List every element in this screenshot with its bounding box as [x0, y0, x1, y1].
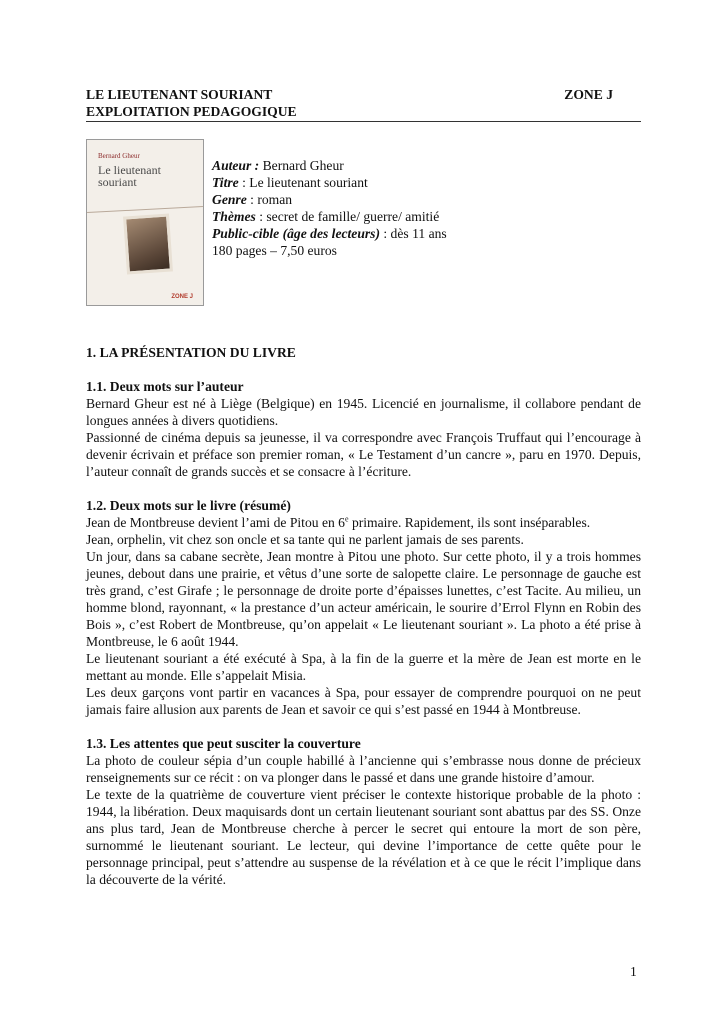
info-author: Auteur : Bernard Gheur — [212, 158, 344, 173]
cover-sepia-photo — [123, 213, 173, 274]
info-genre: Genre : roman — [212, 192, 293, 207]
section-1-1-paragraph: Bernard Gheur est né à Liège (Belgique) en 1945. Licencié en journalisme, il collabore pendant de longues années à divers quotidiens. — [86, 396, 641, 428]
header-collection: ZONE J — [564, 87, 613, 102]
section-1-3-paragraph: Le texte de la quatrième de couverture vient préciser le contexte historique probable de la photo : 1944, la libération. Deux maquisards dont un certain lieutenant souriant sont abattus par des SS. Onze ans plus tard, Jean de Montbreuse cherche à percer le secret qui entoure la mort de son père, surnommé le lieutenant souriant. Le lecteur, qui devine l’importance de cette quête pour le personnage principal, peut s’attendre au suspense de la révélation et à ce que le récit l’implique dans la découverte de la vérité. — [86, 787, 641, 887]
cover-title-line1: Le lieutenant — [98, 163, 161, 177]
header — [86, 86, 641, 103]
section-1-1-paragraph: Passionné de cinéma depuis sa jeunesse, il va correspondre avec François Truffaut qui l’encourage à devenir écrivain et préface son premier roman, « Le Testament d’un cancre », paru en 1970. Depuis, l’auteur connaît de grands succès et se consacre à l’écriture. — [86, 430, 641, 479]
section-1-2-paragraph: Un jour, dans sa cabane secrète, Jean montre à Pitou une photo. Sur cette photo, il y a trois hommes jeunes, debout dans une prairie, et vêtus d’une sorte de salopette claire. Le personnage de gauche est très grand, c’est Girafe ; le personnage de droite porte d’épaisses lunettes, c’est Tacite. Au milieu, un homme blond, rayonnant, « la prestance d’un acteur américain, le sourire d’Errol Flynn en Robin des Bois », c’est Robert de Montbreuse, qu’on appelait « Le lieutenant souriant ». La photo a été prise à Montbreuse, le 6 août 1944. — [86, 549, 641, 649]
cover-title-line2: souriant — [98, 175, 137, 189]
info-themes: Thèmes : secret de famille/ guerre/ amitié — [212, 209, 440, 224]
section-1-2-paragraph: Les deux garçons vont partir en vacances à Spa, pour essayer de comprendre pourquoi on ne peut jamais faire allusion aux parents de Jean et savoir ce qui s’est passé en 1944 à Montbreuse. — [86, 685, 641, 717]
section-1-1-title: 1.1. Deux mots sur l’auteur — [86, 379, 244, 394]
cover-title — [98, 164, 161, 188]
section-1-3-title: 1.3. Les attentes que peut susciter la couverture — [86, 736, 361, 751]
page-number: 1 — [630, 964, 637, 979]
section-1-3-paragraph: La photo de couleur sépia d’un couple habillé à l’ancienne qui s’embrasse nous donne de précieux renseignements sur ce récit : on va plonger dans le passé et dans une grande histoire d’amour. — [86, 753, 641, 785]
section-1-2-paragraph: Jean de Montbreuse devient l’ami de Pitou en 6e primaire. Rapidement, ils sont inséparables. — [86, 514, 591, 530]
section-1-2-paragraph: Le lieutenant souriant a été exécuté à Spa, à la fin de la guerre et la mère de Jean est morte en le mettant au monde. Elle s’appelait Misia. — [86, 651, 641, 683]
section-1-2-title: 1.2. Deux mots sur le livre (résumé) — [86, 498, 291, 513]
book-info — [212, 157, 447, 259]
cover-publisher-logo: ZONE J — [171, 294, 193, 300]
info-public: Public-cible (âge des lecteurs) : dès 11 ans — [212, 226, 447, 241]
book-summary — [86, 139, 641, 324]
book-cover-image — [86, 139, 204, 306]
info-pages-price: 180 pages – 7,50 euros — [212, 243, 337, 258]
info-title: Titre : Le lieutenant souriant — [212, 175, 368, 190]
header-title: LE LIEUTENANT SOURIANT — [86, 87, 273, 102]
document-page — [86, 86, 641, 888]
cover-clothesline — [87, 206, 203, 213]
section-1-2-paragraph: Jean, orphelin, vit chez son oncle et sa tante qui ne parlent jamais de ses parents. — [86, 532, 524, 547]
header-rule — [86, 121, 641, 122]
cover-author: Bernard Gheur — [98, 152, 140, 160]
section-1-title: 1. LA PRÉSENTATION DU LIVRE — [86, 345, 296, 360]
header-subtitle: EXPLOITATION PEDAGOGIQUE — [86, 104, 297, 119]
